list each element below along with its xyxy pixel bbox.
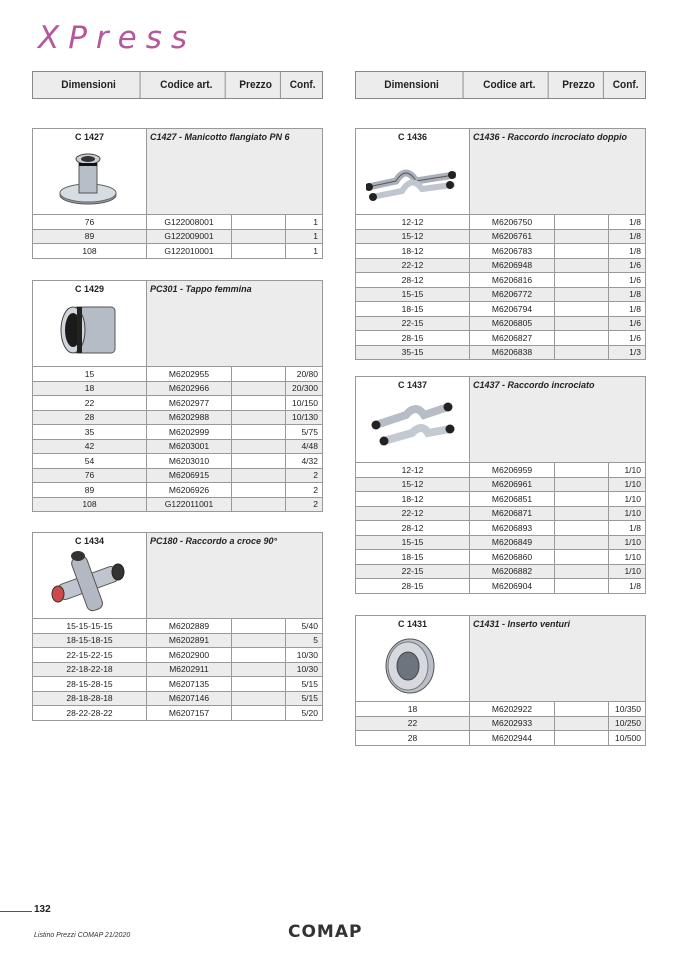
- table-row: [356, 477, 646, 492]
- price-cell: [232, 425, 286, 440]
- venturi-insert-image: [366, 632, 456, 696]
- col-dimensioni: Dimensioni: [37, 72, 140, 98]
- table-row: [33, 215, 323, 229]
- dim-cell: 76: [33, 215, 147, 229]
- product-image-cell: [356, 616, 470, 701]
- table-row: [33, 229, 323, 244]
- dim-cell: 22: [33, 396, 147, 411]
- dim-cell: 28: [356, 731, 470, 746]
- product-block-c1437: [355, 376, 646, 594]
- table-row: [356, 521, 646, 536]
- dim-cell: 22-15: [356, 564, 470, 579]
- price-cell: [555, 731, 609, 746]
- conf-cell: 1/8: [609, 521, 646, 536]
- product-table: [355, 463, 646, 594]
- dim-cell: 18-15: [356, 302, 470, 317]
- dim-cell: 18-15-18-15: [33, 633, 147, 648]
- conf-cell: 1/10: [609, 564, 646, 579]
- price-cell: [555, 550, 609, 565]
- table-row: [33, 468, 323, 483]
- conf-cell: 1/6: [609, 316, 646, 331]
- code-cell: M6206783: [470, 244, 555, 259]
- dim-cell: 28-15-28-15: [33, 677, 147, 692]
- dim-cell: 22-12: [356, 258, 470, 273]
- code-cell: M6206893: [470, 521, 555, 536]
- code-cell: M6206794: [470, 302, 555, 317]
- price-cell: [555, 506, 609, 521]
- product-table: [32, 367, 323, 512]
- product-image-cell: [356, 129, 470, 214]
- dim-cell: 108: [33, 244, 147, 259]
- code-cell: M6207157: [147, 706, 232, 721]
- dim-cell: 18-12: [356, 492, 470, 507]
- conf-cell: 10/150: [286, 396, 323, 411]
- price-cell: [232, 396, 286, 411]
- code-cell: M6202922: [470, 702, 555, 716]
- table-row: [356, 492, 646, 507]
- product-header: [355, 128, 646, 215]
- price-cell: [555, 215, 609, 229]
- page-number: 132: [34, 904, 51, 915]
- product-description: C1436 - Raccordo incrociato doppio: [470, 129, 645, 214]
- conf-cell: 20/300: [286, 381, 323, 396]
- table-row: [356, 229, 646, 244]
- table-row: [356, 316, 646, 331]
- product-image-cell: [33, 533, 147, 618]
- price-cell: [555, 331, 609, 346]
- dim-cell: 28-22-28-22: [33, 706, 147, 721]
- code-cell: M6203010: [147, 454, 232, 469]
- code-cell: M6206772: [470, 287, 555, 302]
- product-header: [355, 376, 646, 463]
- conf-cell: 20/80: [286, 367, 323, 381]
- dim-cell: 22-15-22-15: [33, 648, 147, 663]
- table-row: [33, 396, 323, 411]
- table-row: [356, 287, 646, 302]
- dim-cell: 15-15: [356, 535, 470, 550]
- price-cell: [555, 535, 609, 550]
- product-table: [355, 702, 646, 746]
- dim-cell: 28-15: [356, 579, 470, 594]
- column-header-right: [355, 71, 646, 99]
- dim-cell: 18: [356, 702, 470, 716]
- double-cross-fitting-image: [366, 145, 456, 209]
- column-header-left: [32, 71, 323, 99]
- price-cell: [555, 229, 609, 244]
- code-cell: M6206849: [470, 535, 555, 550]
- code-cell: M6206959: [470, 463, 555, 477]
- code-cell: M6206882: [470, 564, 555, 579]
- code-cell: M6202944: [470, 731, 555, 746]
- conf-cell: 10/30: [286, 662, 323, 677]
- product-header: [355, 615, 646, 702]
- product-code: C 1427: [74, 132, 105, 142]
- conf-cell: 1/8: [609, 287, 646, 302]
- col-conf: Conf.: [612, 79, 639, 91]
- dim-cell: 76: [33, 468, 147, 483]
- price-cell: [232, 633, 286, 648]
- col-prezzo: Prezzo: [231, 72, 281, 98]
- conf-cell: 5: [286, 633, 323, 648]
- product-table: [32, 215, 323, 259]
- table-row: [33, 619, 323, 633]
- code-cell: M6206750: [470, 215, 555, 229]
- table-row: [356, 331, 646, 346]
- product-description: C1437 - Raccordo incrociato: [470, 377, 645, 462]
- price-cell: [232, 677, 286, 692]
- col-dimensioni: Dimensioni: [360, 72, 463, 98]
- page-number-rule: [0, 911, 32, 912]
- table-row: [33, 244, 323, 259]
- code-cell: M6207146: [147, 691, 232, 706]
- table-row: [356, 716, 646, 731]
- table-row: [356, 550, 646, 565]
- price-cell: [555, 579, 609, 594]
- conf-cell: 1/6: [609, 258, 646, 273]
- table-row: [33, 367, 323, 381]
- conf-cell: 1/10: [609, 492, 646, 507]
- dim-cell: 22-18-22-18: [33, 662, 147, 677]
- dim-cell: 18-15: [356, 550, 470, 565]
- conf-cell: 1/10: [609, 477, 646, 492]
- table-row: [356, 579, 646, 594]
- price-cell: [232, 229, 286, 244]
- code-cell: M6202911: [147, 662, 232, 677]
- conf-cell: 1/10: [609, 550, 646, 565]
- table-row: [356, 258, 646, 273]
- product-description: PC301 - Tappo femmina: [147, 281, 322, 366]
- conf-cell: 5/75: [286, 425, 323, 440]
- table-row: [356, 273, 646, 288]
- code-cell: M6203001: [147, 439, 232, 454]
- product-code: C 1437: [397, 380, 428, 390]
- code-cell: M6206761: [470, 229, 555, 244]
- dim-cell: 15-12: [356, 477, 470, 492]
- end-cap-image: [43, 297, 133, 361]
- table-row: [33, 633, 323, 648]
- dim-cell: 12-12: [356, 463, 470, 477]
- dim-cell: 15-12: [356, 229, 470, 244]
- code-cell: M6207135: [147, 677, 232, 692]
- dim-cell: 15-15-15-15: [33, 619, 147, 633]
- code-cell: M6202999: [147, 425, 232, 440]
- price-cell: [555, 244, 609, 259]
- code-cell: G122011001: [147, 497, 232, 512]
- conf-cell: 10/500: [609, 731, 646, 746]
- price-cell: [555, 477, 609, 492]
- conf-cell: 1/8: [609, 244, 646, 259]
- price-cell: [232, 706, 286, 721]
- conf-cell: 4/48: [286, 439, 323, 454]
- dim-cell: 15-15: [356, 287, 470, 302]
- code-cell: M6202900: [147, 648, 232, 663]
- conf-cell: 1/10: [609, 535, 646, 550]
- conf-cell: 1/6: [609, 273, 646, 288]
- conf-cell: 1: [286, 244, 323, 259]
- code-cell: M6206805: [470, 316, 555, 331]
- dim-cell: 28-12: [356, 521, 470, 536]
- code-cell: M6202933: [470, 716, 555, 731]
- price-cell: [555, 463, 609, 477]
- code-cell: M6202889: [147, 619, 232, 633]
- price-cell: [232, 381, 286, 396]
- code-cell: M6206827: [470, 331, 555, 346]
- product-block-c1431: [355, 615, 646, 746]
- conf-cell: 1/10: [609, 463, 646, 477]
- dim-cell: 18: [33, 381, 147, 396]
- table-row: [356, 506, 646, 521]
- conf-cell: 10/350: [609, 702, 646, 716]
- code-cell: M6206851: [470, 492, 555, 507]
- table-row: [356, 463, 646, 477]
- code-cell: M6206915: [147, 468, 232, 483]
- product-table: [355, 215, 646, 360]
- col-conf: Conf.: [289, 79, 316, 91]
- table-row: [33, 483, 323, 498]
- conf-cell: 1/8: [609, 229, 646, 244]
- price-cell: [232, 468, 286, 483]
- product-description: PC180 - Raccordo a croce 90°: [147, 533, 322, 618]
- price-cell: [555, 273, 609, 288]
- table-row: [33, 425, 323, 440]
- price-cell: [232, 439, 286, 454]
- price-cell: [232, 691, 286, 706]
- conf-cell: 10/250: [609, 716, 646, 731]
- code-cell: M6206816: [470, 273, 555, 288]
- conf-cell: 1/10: [609, 506, 646, 521]
- comap-logo: COMAP: [288, 922, 363, 942]
- product-code: C 1431: [397, 619, 428, 629]
- price-cell: [232, 648, 286, 663]
- dim-cell: 54: [33, 454, 147, 469]
- product-table: [32, 619, 323, 721]
- product-block-c1436: [355, 128, 646, 360]
- dim-cell: 28-15: [356, 331, 470, 346]
- brand-title: XPress: [38, 20, 197, 56]
- table-row: [356, 215, 646, 229]
- conf-cell: 5/20: [286, 706, 323, 721]
- table-row: [33, 497, 323, 512]
- conf-cell: 10/130: [286, 410, 323, 425]
- price-cell: [232, 215, 286, 229]
- dim-cell: 89: [33, 483, 147, 498]
- dim-cell: 18-12: [356, 244, 470, 259]
- conf-cell: 1/8: [609, 215, 646, 229]
- dim-cell: 108: [33, 497, 147, 512]
- code-cell: G122009001: [147, 229, 232, 244]
- product-block-c1427: [32, 128, 323, 259]
- product-image-cell: [356, 377, 470, 462]
- code-cell: M6202955: [147, 367, 232, 381]
- cross-fitting-image: [43, 549, 133, 613]
- code-cell: M6202977: [147, 396, 232, 411]
- price-cell: [232, 454, 286, 469]
- table-row: [356, 345, 646, 360]
- product-image-cell: [33, 129, 147, 214]
- conf-cell: 1: [286, 215, 323, 229]
- code-cell: G122008001: [147, 215, 232, 229]
- price-cell: [232, 662, 286, 677]
- code-cell: M6206948: [470, 258, 555, 273]
- product-block-c1429: [32, 280, 323, 512]
- price-cell: [555, 521, 609, 536]
- price-cell: [232, 367, 286, 381]
- table-row: [33, 677, 323, 692]
- product-image-cell: [33, 281, 147, 366]
- dim-cell: 12-12: [356, 215, 470, 229]
- table-row: [356, 702, 646, 716]
- product-description: C1427 - Manicotto flangiato PN 6: [147, 129, 322, 214]
- conf-cell: 5/15: [286, 691, 323, 706]
- dim-cell: 28: [33, 410, 147, 425]
- col-prezzo: Prezzo: [554, 72, 604, 98]
- table-row: [33, 662, 323, 677]
- price-cell: [555, 492, 609, 507]
- cross-over-fitting-image: [366, 393, 456, 457]
- conf-cell: 2: [286, 468, 323, 483]
- code-cell: M6206838: [470, 345, 555, 360]
- conf-cell: 2: [286, 497, 323, 512]
- table-row: [33, 454, 323, 469]
- price-cell: [232, 483, 286, 498]
- code-cell: M6206961: [470, 477, 555, 492]
- code-cell: M6206926: [147, 483, 232, 498]
- price-cell: [232, 244, 286, 259]
- price-cell: [555, 716, 609, 731]
- dim-cell: 35-15: [356, 345, 470, 360]
- dim-cell: 22-12: [356, 506, 470, 521]
- conf-cell: 1/8: [609, 579, 646, 594]
- code-cell: M6206871: [470, 506, 555, 521]
- dim-cell: 28-18-28-18: [33, 691, 147, 706]
- table-row: [356, 535, 646, 550]
- col-codice: Codice art.: [148, 72, 225, 98]
- conf-cell: 10/30: [286, 648, 323, 663]
- price-cell: [232, 497, 286, 512]
- conf-cell: 2: [286, 483, 323, 498]
- price-cell: [555, 564, 609, 579]
- conf-cell: 4/32: [286, 454, 323, 469]
- product-code: C 1429: [74, 284, 105, 294]
- product-header: [32, 532, 323, 619]
- table-row: [356, 564, 646, 579]
- code-cell: M6206904: [470, 579, 555, 594]
- product-block-c1434: [32, 532, 323, 721]
- table-row: [356, 731, 646, 746]
- code-cell: M6202891: [147, 633, 232, 648]
- table-row: [33, 691, 323, 706]
- product-code: C 1436: [397, 132, 428, 142]
- dim-cell: 22: [356, 716, 470, 731]
- table-row: [33, 410, 323, 425]
- price-cell: [555, 302, 609, 317]
- table-row: [33, 648, 323, 663]
- dim-cell: 28-12: [356, 273, 470, 288]
- product-code: C 1434: [74, 536, 105, 546]
- conf-cell: 5/40: [286, 619, 323, 633]
- code-cell: G122010001: [147, 244, 232, 259]
- dim-cell: 35: [33, 425, 147, 440]
- price-cell: [555, 258, 609, 273]
- dim-cell: 22-15: [356, 316, 470, 331]
- conf-cell: 1/3: [609, 345, 646, 360]
- price-cell: [555, 316, 609, 331]
- conf-cell: 5/15: [286, 677, 323, 692]
- code-cell: M6202966: [147, 381, 232, 396]
- product-description: C1431 - Inserto venturi: [470, 616, 645, 701]
- table-row: [33, 381, 323, 396]
- product-header: [32, 280, 323, 367]
- dim-cell: 42: [33, 439, 147, 454]
- conf-cell: 1/8: [609, 302, 646, 317]
- code-cell: M6202988: [147, 410, 232, 425]
- price-cell: [232, 410, 286, 425]
- table-row: [356, 244, 646, 259]
- col-codice: Codice art.: [471, 72, 548, 98]
- flanged-coupling-image: [43, 145, 133, 209]
- table-row: [33, 439, 323, 454]
- price-cell: [555, 702, 609, 716]
- table-row: [33, 706, 323, 721]
- product-header: [32, 128, 323, 215]
- price-cell: [232, 619, 286, 633]
- footer-text: Listino Prezzi COMAP 21/2020: [34, 932, 131, 939]
- conf-cell: 1: [286, 229, 323, 244]
- table-row: [356, 302, 646, 317]
- conf-cell: 1/6: [609, 331, 646, 346]
- dim-cell: 15: [33, 367, 147, 381]
- dim-cell: 89: [33, 229, 147, 244]
- price-cell: [555, 345, 609, 360]
- price-cell: [555, 287, 609, 302]
- code-cell: M6206860: [470, 550, 555, 565]
